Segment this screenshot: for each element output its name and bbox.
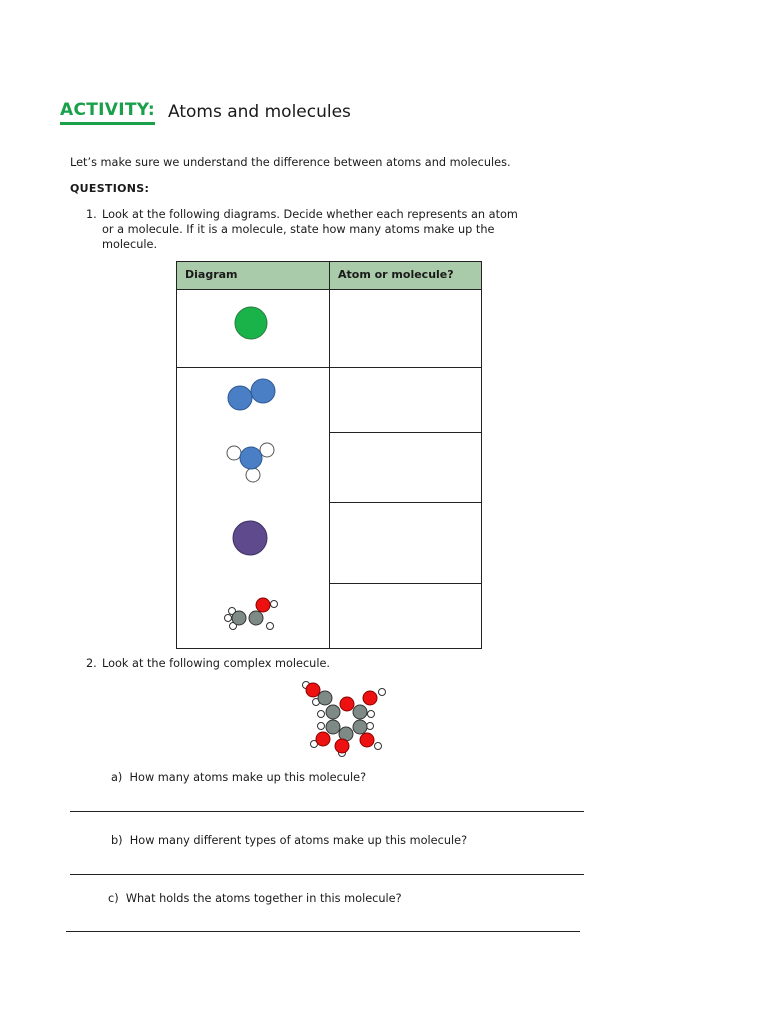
question-text: Look at the following complex molecule. bbox=[102, 657, 331, 670]
answer-cell[interactable] bbox=[330, 584, 482, 649]
purple-atom-icon bbox=[233, 521, 267, 555]
subquestion-text: What holds the atoms together in this molecule? bbox=[125, 892, 402, 905]
green-atom-diagram bbox=[177, 290, 329, 364]
page-title: Atoms and molecules bbox=[168, 102, 351, 122]
diagram-cell bbox=[177, 368, 330, 649]
answer-cell[interactable] bbox=[330, 290, 482, 368]
molecule-diagrams bbox=[177, 368, 329, 648]
diagram-cell bbox=[177, 290, 330, 368]
question-2 bbox=[86, 656, 586, 672]
table-header-row bbox=[177, 262, 482, 290]
question-number: 1. bbox=[86, 208, 97, 221]
green-atom-icon bbox=[235, 307, 267, 339]
answer-cell[interactable] bbox=[330, 368, 482, 433]
subquestion-text: How many atoms make up this molecule? bbox=[129, 771, 367, 784]
complex-molecule-diagram bbox=[298, 678, 390, 758]
subquestion-a bbox=[111, 771, 366, 784]
complex-molecule-icon bbox=[303, 682, 386, 757]
table-row bbox=[177, 290, 482, 368]
subquestion-label: c) bbox=[108, 892, 119, 905]
question-1 bbox=[86, 207, 586, 253]
atom-molecule-table bbox=[176, 261, 482, 649]
subquestion-label: a) bbox=[111, 771, 123, 784]
question-line: molecule. bbox=[102, 238, 158, 251]
activity-label: ACTIVITY: bbox=[60, 100, 155, 125]
ammonia-molecule-icon bbox=[227, 443, 274, 482]
column-header-answer: Atom or molecule? bbox=[330, 262, 482, 290]
subquestion-text: How many different types of atoms make up this molecule? bbox=[129, 834, 468, 847]
question-text bbox=[102, 207, 518, 252]
subquestion-b bbox=[111, 834, 467, 847]
answer-line-b[interactable] bbox=[70, 874, 584, 875]
question-line: or a molecule. If it is a molecule, state how many atoms make up the bbox=[102, 223, 495, 236]
questions-label: QUESTIONS: bbox=[70, 182, 150, 195]
question-line: Look at the following diagrams. Decide whether each represents an atom bbox=[102, 208, 518, 221]
table-row bbox=[177, 368, 482, 433]
answer-cell[interactable] bbox=[330, 433, 482, 503]
question-number: 2. bbox=[86, 657, 97, 670]
answer-line-c[interactable] bbox=[66, 931, 580, 932]
subquestion-label: b) bbox=[111, 834, 123, 847]
ethanol-molecule-icon bbox=[225, 598, 278, 630]
subquestion-c bbox=[108, 892, 402, 905]
answer-line-a[interactable] bbox=[70, 811, 584, 812]
column-header-diagram: Diagram bbox=[177, 262, 330, 290]
intro-text: Let’s make sure we understand the difference between atoms and molecules. bbox=[70, 156, 511, 169]
answer-cell[interactable] bbox=[330, 503, 482, 584]
blue-diatomic-molecule-icon bbox=[228, 379, 275, 410]
